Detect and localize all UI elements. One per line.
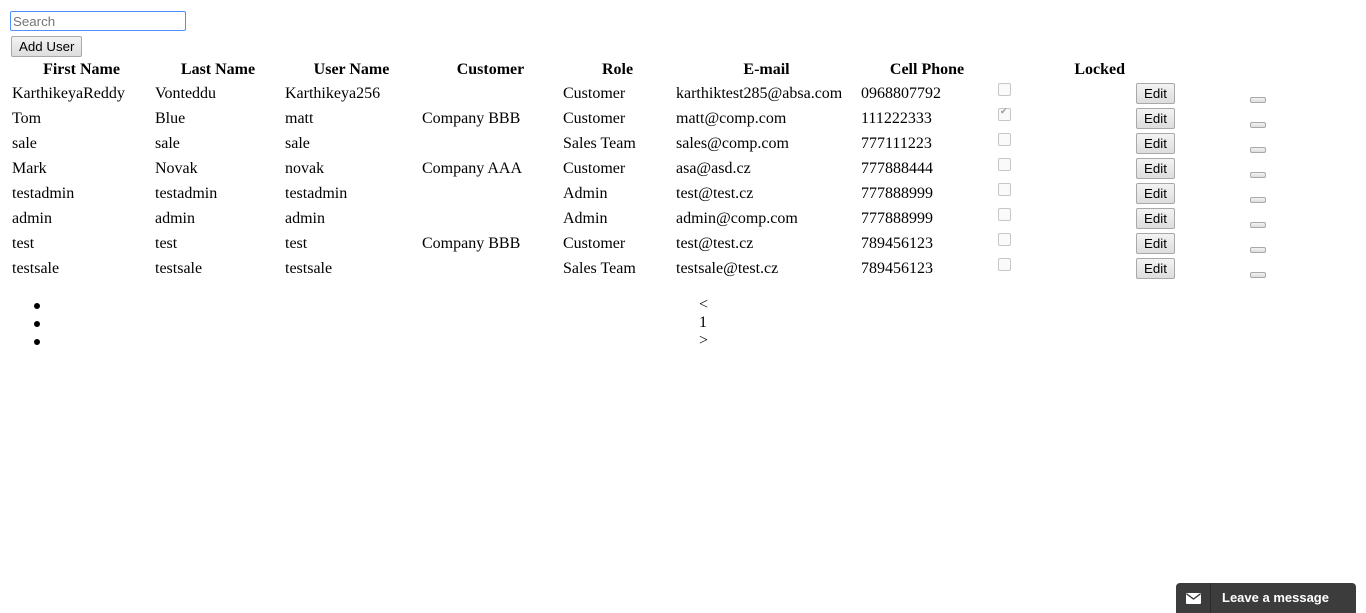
envelope-icon [1176,583,1211,613]
cell-delete [1249,182,1291,205]
cell-customer [421,82,560,105]
cell-customer: Company BBB [422,234,521,252]
cell-last: Blue [155,109,186,127]
cell-last: Novak [155,159,198,177]
cell-user: testadmin [285,184,348,202]
header-customer: Customer [456,61,525,78]
cell-phone: 0968807792 [861,84,941,102]
cell-edit [1135,182,1247,205]
pagination-item[interactable] [0,314,1366,332]
cell-role: Sales Team [563,134,636,152]
cell-user: matt [285,109,314,127]
pagination-item[interactable] [0,332,1366,350]
locked-checkbox [998,108,1011,121]
cell-locked [996,207,1133,230]
cell-last: testsale [155,259,203,277]
cell-customer [421,207,560,230]
edit-button[interactable]: Edit [1136,158,1175,179]
cell-user: admin [285,209,325,227]
cell-first: KarthikeyaReddy [12,84,125,102]
search-input[interactable] [10,11,186,31]
cell-phone: 789456123 [861,259,933,277]
cell-email: karthiktest285@absa.com [676,84,843,102]
cell-last: admin [155,209,195,227]
cell-last: sale [155,134,180,152]
cell-first: Tom [12,109,42,127]
edit-button[interactable]: Edit [1136,83,1175,104]
cell-locked [996,132,1133,155]
cell-customer [421,182,560,205]
cell-locked [996,157,1133,180]
pagination [0,296,1366,350]
locked-checkbox [998,183,1011,196]
cell-locked [996,257,1133,280]
table-row [11,157,1291,180]
edit-button[interactable]: Edit [1136,258,1175,279]
table-row [11,107,1291,130]
cell-user: novak [285,159,325,177]
cell-locked [996,107,1133,130]
delete-button[interactable] [1250,247,1266,253]
cell-user: testsale [285,259,333,277]
locked-checkbox [998,208,1011,221]
cell-edit [1135,257,1247,280]
header-locked: Locked [1074,61,1125,78]
cell-user: Karthikeya256 [285,84,381,102]
cell-phone: 777888999 [861,184,933,202]
add-user-button[interactable]: Add User [11,36,82,57]
locked-checkbox [998,233,1011,246]
cell-role: Customer [563,84,626,102]
cell-phone: 111222333 [861,109,932,127]
locked-checkbox [998,133,1011,146]
cell-email: test@test.cz [676,234,754,252]
users-table [9,58,1293,282]
cell-edit [1135,157,1247,180]
header-cell-phone: Cell Phone [889,61,965,78]
cell-first: Mark [12,159,47,177]
delete-button[interactable] [1250,122,1266,128]
cell-edit [1135,82,1247,105]
cell-role: Admin [563,209,608,227]
delete-button[interactable] [1250,97,1266,103]
cell-delete [1249,107,1291,130]
edit-button[interactable]: Edit [1136,133,1175,154]
pagination-item[interactable] [0,296,1366,314]
pagination-next[interactable]: > [699,332,709,349]
table-row [11,257,1291,280]
cell-user: sale [285,134,310,152]
delete-button[interactable] [1250,222,1266,228]
header-user-name: User Name [313,61,390,78]
cell-first: sale [12,134,37,152]
cell-delete [1249,207,1291,230]
delete-button[interactable] [1250,147,1266,153]
table-row [11,232,1291,255]
cell-email: sales@comp.com [676,134,789,152]
cell-delete [1249,257,1291,280]
delete-button[interactable] [1250,172,1266,178]
header-first-name: First Name [43,61,120,78]
cell-last: Vonteddu [155,84,217,102]
cell-role: Customer [563,159,626,177]
edit-button[interactable]: Edit [1136,108,1175,129]
locked-checkbox [998,258,1011,271]
cell-customer: Company AAA [422,159,522,177]
cell-delete [1249,132,1291,155]
cell-email: test@test.cz [676,184,754,202]
cell-locked [996,182,1133,205]
cell-email: matt@comp.com [676,109,787,127]
pagination-prev[interactable]: < [699,296,709,313]
cell-edit [1135,107,1247,130]
cell-last: testadmin [155,184,218,202]
edit-button[interactable]: Edit [1136,183,1175,204]
cell-role: Customer [563,234,626,252]
leave-message-widget[interactable] [1176,583,1356,613]
table-header-row [11,60,1291,80]
cell-first: test [12,234,35,252]
cell-phone: 777111223 [861,134,932,152]
cell-role: Sales Team [563,259,636,277]
cell-customer [421,132,560,155]
cell-locked [996,232,1133,255]
header-delete [1249,60,1291,80]
cell-delete [1249,157,1291,180]
locked-checkbox [998,83,1011,96]
delete-button[interactable] [1250,272,1266,278]
cell-customer [421,257,560,280]
cell-edit [1135,232,1247,255]
header-email: E-mail [743,61,790,78]
leave-message-label: Leave a message [1222,590,1329,605]
cell-phone: 777888444 [861,159,933,177]
cell-edit [1135,207,1247,230]
cell-phone: 789456123 [861,234,933,252]
pagination-page[interactable]: 1 [699,314,707,331]
header-role: Role [601,61,634,78]
cell-role: Customer [563,109,626,127]
header-edit [1135,60,1247,80]
cell-first: testsale [12,259,60,277]
cell-phone: 777888999 [861,209,933,227]
cell-delete [1249,82,1291,105]
cell-email: testsale@test.cz [676,259,779,277]
cell-role: Admin [563,184,608,202]
cell-user: test [285,234,308,252]
cell-last: test [155,234,178,252]
table-row [11,132,1291,155]
cell-email: asa@asd.cz [676,159,751,177]
cell-delete [1249,232,1291,255]
locked-checkbox [998,158,1011,171]
edit-button[interactable]: Edit [1136,208,1175,229]
cell-email: admin@comp.com [676,209,798,227]
edit-button[interactable]: Edit [1136,233,1175,254]
delete-button[interactable] [1250,197,1266,203]
cell-first: admin [12,209,52,227]
cell-customer: Company BBB [422,109,521,127]
table-row [11,182,1291,205]
header-last-name: Last Name [180,61,256,78]
table-row [11,82,1291,105]
cell-edit [1135,132,1247,155]
table-row [11,207,1291,230]
cell-first: testadmin [12,184,75,202]
cell-locked [996,82,1133,105]
